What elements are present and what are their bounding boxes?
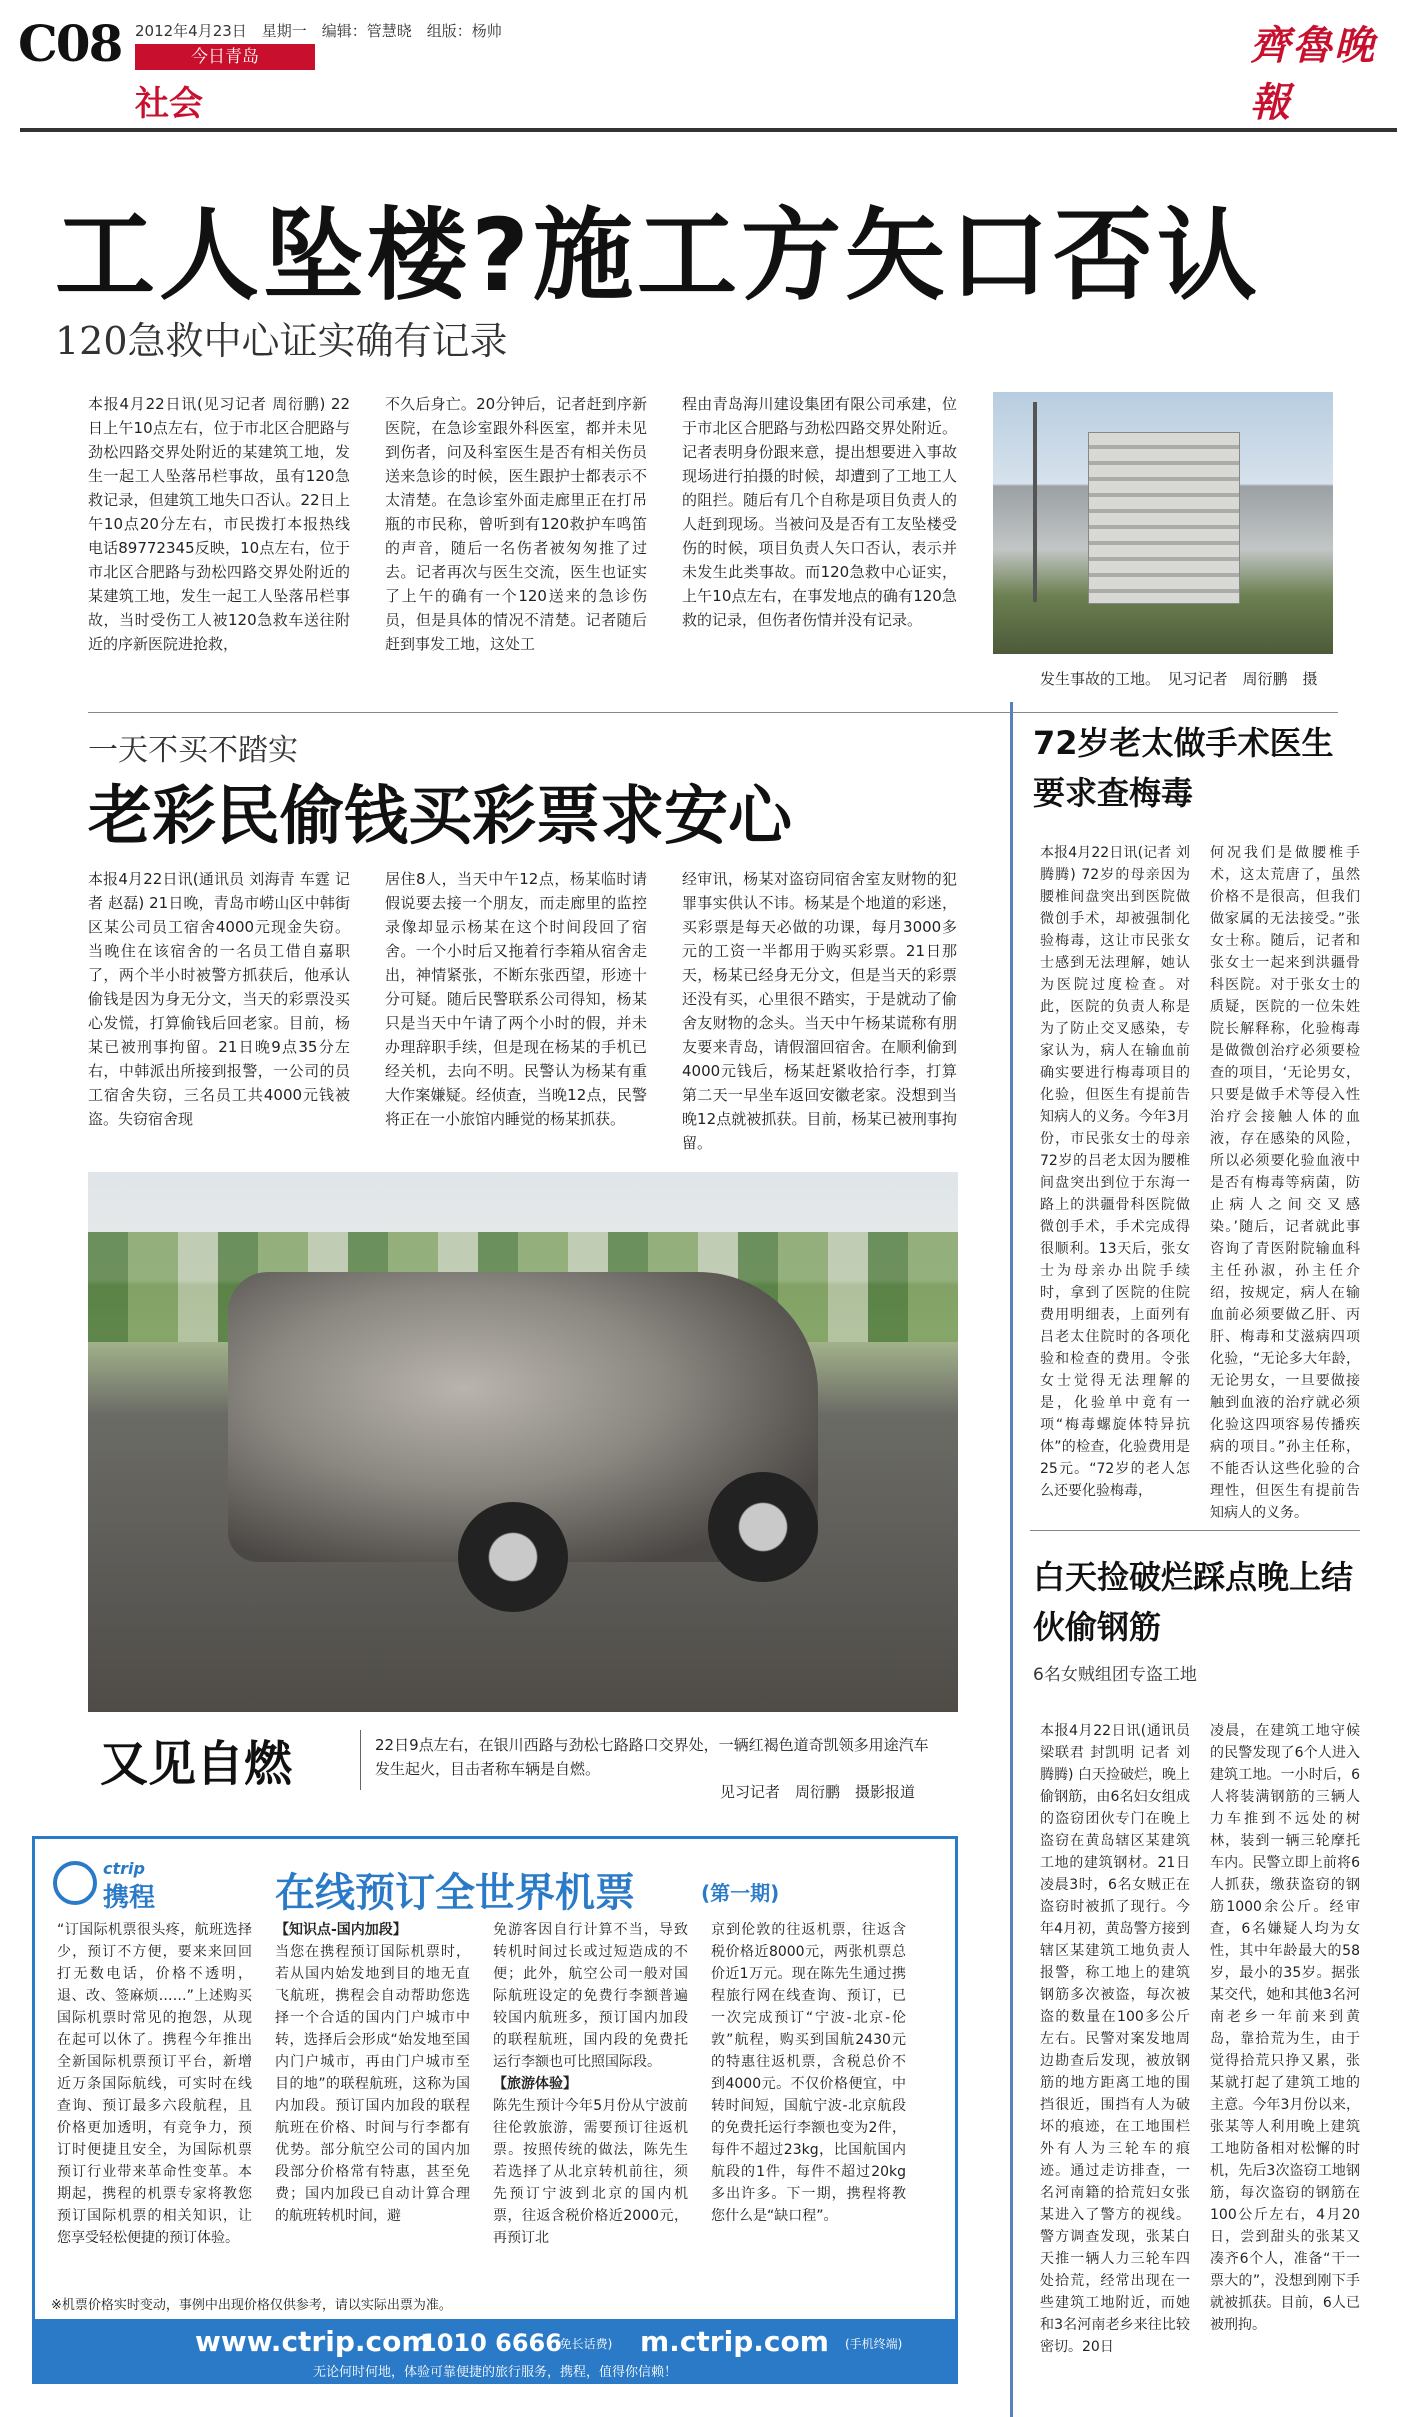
ad-mobile-link[interactable]: m.ctrip.com — [640, 2325, 829, 2358]
article2-column-3: 经审讯，杨某对盗窃同宿舍室友财物的犯罪事实供认不讳。杨某是个地道的彩迷，买彩票是每天必做的功课，每月3000多元的工资一半都用于购买彩票。21日那天，杨某已经身无分文，但是当天的彩票还没有买，心里很不踏实，于是就动了偷舍友财物的念头。当天中午杨某谎称有朋友要来青岛，请假溜回宿舍。在顺利偷到4000元钱后，杨某赶紧收拾行李，打算第二天一早坐车返回安徽老家。没想到当晚12点就被抓获。目前，杨某已被刑事拘留。 — [682, 870, 957, 1152]
ctrip-logo — [53, 1857, 193, 1913]
article1-headline: 工人坠楼?施工方矢口否认 — [55, 197, 1262, 314]
ctrip-logo-cn: 携程 — [103, 1883, 156, 1913]
right-article2-headline: 白天捡破烂踩点晚上结伙偷钢筋 — [1033, 1558, 1354, 1646]
ad-slogan: 无论何时何地，体验可靠便捷的旅行服务，携程，值得你信赖！ — [312, 2365, 677, 2380]
article2-kicker: 一天不买不踏实 — [88, 733, 298, 768]
ad-column-2-heading: 【知识点-国内加段】 — [275, 1922, 407, 1938]
photo-story-caption: 22日9点左右，在银川西路与劲松七路路口交界处，一辆红褐色道奇凯领多用途汽车发生起火，目击者称车辆是自燃。 — [375, 1736, 929, 1778]
article-divider — [88, 712, 1338, 713]
dolphin-icon — [53, 1861, 97, 1905]
right-article-divider — [1030, 1530, 1360, 1531]
crane-shape — [1033, 402, 1037, 602]
ad-website-link[interactable]: www.ctrip.com — [195, 2325, 431, 2358]
right-column-rule — [1010, 702, 1013, 2417]
ad-title-suffix: (第一期) — [701, 1881, 780, 1905]
right-article1-column-2: 何况我们是做腰椎手术，这太荒唐了，虽然价格不是很高，但我们做家属的无法接受。”张女士称。随后，记者和张女士一起来到洪疆骨科医院。对于张女士的质疑，医院的一位朱姓院长解释称，化验梅毒是做微创治疗必须要检查的项目，‘无论男女，只要是做手术等侵入性治疗会接触人体的血液，存在感染的风险，所以必须要化验血液中是否有梅毒等病菌，防止病人之间交叉感染。’随后，记者就此事咨询了青医附院输血科主任孙淑，孙主任介绍，按规定，病人在输血前必须要做乙肝、丙肝、梅毒和艾滋病四项化验，“无论多大年龄，无论男女，一旦要做接触到血液的治疗就必须化验这四项容易传播疾病的项目。”孙主任称，不能否认这些化验的合理性，但医生有提前告知病人的义务。 — [1210, 845, 1360, 1521]
ad-title: 在线预订全世界机票 — [275, 1870, 635, 1916]
article2-headline: 老彩民偷钱买彩票求安心 — [88, 780, 792, 854]
article1-column-3: 程由青岛海川建设集团有限公司承建，位于市北区合肥路与劲松四路交界处附近。记者表明身份跟来意，提出想要进入事故现场进行拍摄的时候，却遭到了工地工人的阻拦。随后有几个自称是项目负责人的人赶到现场。当被问及是否有工友坠楼受伤的时候，项目负责人矢口否认，表示并未发生此类事故。而120急救中心证实，上午10点左右，在事发地点的确有120急救的记录，但伤者伤情并没有记录。 — [682, 395, 957, 629]
building-shape — [1088, 432, 1240, 604]
newspaper-logo: 齊魯晚報 — [1250, 22, 1376, 126]
article1-column-1: 本报4月22日讯(见习记者 周衍鹏) 22日上午10点左右，位于市北区合肥路与劲松四路交界处附近的某建筑工地，发生一起工人坠落吊栏事故，虽有120急救记录，但建筑工地失口否认。22日上午10点20分左右，市民拨打本报热线电话89772345反映，10点左右，位于市北区合肥路与劲松四路交界处附近的某建筑工地，发生一起工人坠落吊栏事故，当时受伤工人被120急救车送往附近的序新医院进抢救， — [88, 395, 350, 653]
right-article1-headline: 72岁老太做手术医生要求查梅毒 — [1033, 724, 1334, 812]
ad-column-2 — [275, 1919, 470, 2227]
article1-photo-caption: 发生事故的工地。 见习记者 周衍鹏 摄 — [1040, 670, 1318, 688]
ad-column-4: 京到伦敦的往返机票，往返含税价格近8000元，两张机票总价近1万元。现在陈先生通过携程旅行网在线查询、预订，已一次完成预订“宁波-北京-伦敦”航程，购买到国航2430元的特惠往返机票，含税总价不到4000元。不仅价格便宜，中转时间短，国航宁波-北京航段的免费托运行李额也变为2件，每件不超过23kg，比国航国内航段的1件，每件不超过20kg多出许多。下一期，携程将教您什么是“缺口程”。 — [711, 1922, 906, 2224]
right-article2-column-2: 凌晨，在建筑工地守候的民警发现了6个人进入建筑工地。一小时后，6人将装满钢筋的三辆人力车推到不远处的树林，装到一辆三轮摩托车内。民警立即上前将6人抓获，缴获盗窃的钢筋1000余公斤。经审查，6名嫌疑人均为女性，其中年龄最大的58岁，最小的35岁。据张某交代，她和其他3名河南老乡一年前来到黄岛，靠拾荒为生，由于觉得拾荒只挣又累，张某就打起了建筑工地的主意。今年3月份以来，张某等人利用晚上建筑工地防备相对松懈的时机，先后3次盗窃工地钢筋，每次盗窃的钢筋在100公斤左右，4月20日，尝到甜头的张某又凑齐6个人，准备“干一票大的”，没想到刚下手就被抓获。目前，6人已被刑拘。 — [1210, 1723, 1360, 2333]
burned-car-photo — [88, 1172, 958, 1712]
ad-price-note: ※机票价格实时变动，事例中出现价格仅供参考，请以实际出票为准。 — [51, 2298, 452, 2313]
ad-column-3-text-b: 陈先生预计今年5月份从宁波前往伦敦旅游，需要预订往返机票。按照传统的做法，陈先生若选择了从北京转机前往，须先预订宁波到北京的国内机票，往返含税价格近2000元，再预订北 — [493, 2098, 688, 2246]
ad-mobile-note: (手机终端) — [845, 2337, 903, 2351]
right-article2-column-1: 本报4月22日讯(通讯员 梁联君 封凯明 记者 刘腾腾) 白天捡破烂，晚上偷钢筋，由6名妇女组成的盗窃团伙专门在晚上盗窃在黄岛辖区某建筑工地的建筑钢材。21日凌晨3时，6名女贼正在盗窃时被抓了现行。今年4月初，黄岛警方接到辖区某建筑工地负责人报警，称工地上的建筑钢筋多次被盗，每次被盗的数量在100多公斤左右。民警对案发地周边勘查后发现，被放钢筋的地方距离工地的围挡很近，围挡有人为破坏的痕迹，在工地围栏外有人为三轮车的痕迹。通过走访排查，一名河南籍的拾荒妇女张某进入了警方的视线。警方调查发现，张某白天推一辆人力三轮车四处拾荒，经常出现在一些建筑工地附近，而她和3名河南老乡来往比较密切。20日 — [1040, 1723, 1190, 2355]
ad-column-2-text: 当您在携程预订国际机票时，若从国内始发地到目的地无直飞航班，携程会自动帮助您选择一个合适的国内门户城市中转，选择后会形成“始发地至国内门户城市，再由门户城市至目的地”的联程航班，这称为国内加段。预订国内加段的联程航班在价格、时间与行李都有优势。部分航空公司的国内加段部分价格常有特惠，甚至免费；国内加段已自动计算合理的航班转机时间，避 — [275, 1944, 470, 2224]
date-editor-line: 2012年4月23日 星期一 编辑：管慧晓 组版：杨帅 — [135, 22, 502, 40]
ad-phone-note: (免长话费) — [555, 2337, 613, 2351]
ad-contact-bar — [35, 2319, 955, 2381]
photo-story-credit: 见习记者 周衍鹏 摄影报道 — [720, 1783, 916, 1801]
ctrip-advertisement — [32, 1836, 958, 2384]
right-article2-subheadline: 6名女贼组团专盗工地 — [1033, 1665, 1197, 1685]
construction-site-photo — [993, 392, 1333, 654]
wheel-shape — [708, 1472, 818, 1582]
right-article1-column-1: 本报4月22日讯(记者 刘腾腾) 72岁的母亲因为腰椎间盘突出到医院做微创手术，却被强制化验梅毒，这让市民张女士感到无法理解，她认为医院过度检查。对此，医院的负责人称是为了防止交叉感染，专家认为，病人在输血前确实要进行梅毒项目的化验，但医生有提前告知病人的义务。今年3月份，市民张女士的母亲72岁的吕老太因为腰椎间盘突出到位于东海一路上的洪疆骨科医院做微创手术，手术完成得很顺利。13天后，张女士为母亲办出院手续时，拿到了医院的住院费用明细表，上面列有吕老太住院时的各项化验和检查的费用。令张女士觉得无法理解的是，化验单中竟有一项“梅毒螺旋体特异抗体”的检查，化验费用是25元。“72岁的老人怎么还要化验梅毒， — [1040, 845, 1190, 1499]
wheel-shape — [458, 1502, 568, 1612]
article1-column-2: 不久后身亡。20分钟后，记者赶到序新医院，在急诊室跟外科医室，都并未见到伤者，问及科室医生是否有相关伤员送来急诊的时候，医生跟护士都表示不太清楚。在急诊室外面走廊里正在打吊瓶的市民称，曾听到有120救护车鸣笛的声音，随后一名伤者被匆匆推了过去。记者再次与医生交流，医生也证实了上午的确有一个120送来的急诊伤员，但是具体的情况不清楚。记者随后赶到事发工地，这处工 — [385, 395, 647, 653]
ad-column-3 — [493, 1919, 688, 2249]
article1-subheadline: 120急救中心证实确有记录 — [55, 319, 508, 363]
ad-phone-number: 1010 6666 — [420, 2329, 562, 2357]
ad-column-3-heading: 【旅游体验】 — [493, 2076, 577, 2092]
ctrip-logo-en: ctrip — [103, 1859, 145, 1878]
section-tag: 今日青岛 — [135, 44, 315, 70]
photo-story-title: 又见自燃 — [100, 1736, 293, 1792]
article2-column-2: 居住8人，当天中午12点，杨某临时请假说要去接一个朋友，而走廊里的监控录像却显示杨某在这个时间段回了宿舍。一个小时后又拖着行李箱从宿舍走出，神情紧张，不断东张西望，形迹十分可疑。随后民警联系公司得知，杨某只是当天中午请了两个小时的假，并未办理辞职手续，但是现在杨某的手机已经关机，去向不明。民警认为杨某有重大作案嫌疑。经侦查，当晚12点，民警将正在一小旅馆内睡觉的杨某抓获。 — [385, 870, 647, 1128]
ad-column-1: “订国际机票很头疼，航班选择少，预订不方便，要来来回回打无数电话，价格不透明，退、改、签麻烦……”上述购买国际机票时常见的抱怨，从现在起可以休了。携程今年推出全新国际机票预订平台，新增近万条国际航线，可实时在线查询、预订最多六段航程，且价格更加透明，有竞争力，预订时便捷且安全，为国际机票预订行业带来革命性变革。本期起，携程的机票专家将教您预订国际机票的相关知识，让您享受轻松便捷的预订体验。 — [57, 1922, 252, 2246]
page-number: C08 — [18, 14, 122, 73]
ad-column-3-text: 免游客因自行计算不当，导致转机时间过长或过短造成的不便；此外，航空公司一般对国际航班设定的免费行李额普遍较国内航班多，预订国内加段的联程航班，国内段的免费托运行李额也可比照国际段。 — [493, 1922, 688, 2070]
article2-column-1: 本报4月22日讯(通讯员 刘海青 车霆 记者 赵磊) 21日晚，青岛市崂山区中韩街区某公司员工宿舍4000元现金失窃。当晚住在该宿舍的一名员工借自嘉职了，两个半小时被警方抓获后，他承认偷钱是因为身无分文，当天的彩票没买心发慌，打算偷钱后回老家。目前，杨某已被刑事拘留。21日晚9点35分左右，中韩派出所接到报警，一公司的员工宿舍失窃，三名员工共4000元钱被盗。失窃宿舍现 — [88, 870, 350, 1128]
section-name: 社会 — [135, 84, 203, 124]
photo-story-divider — [360, 1730, 361, 1790]
header-divider — [20, 128, 1397, 132]
